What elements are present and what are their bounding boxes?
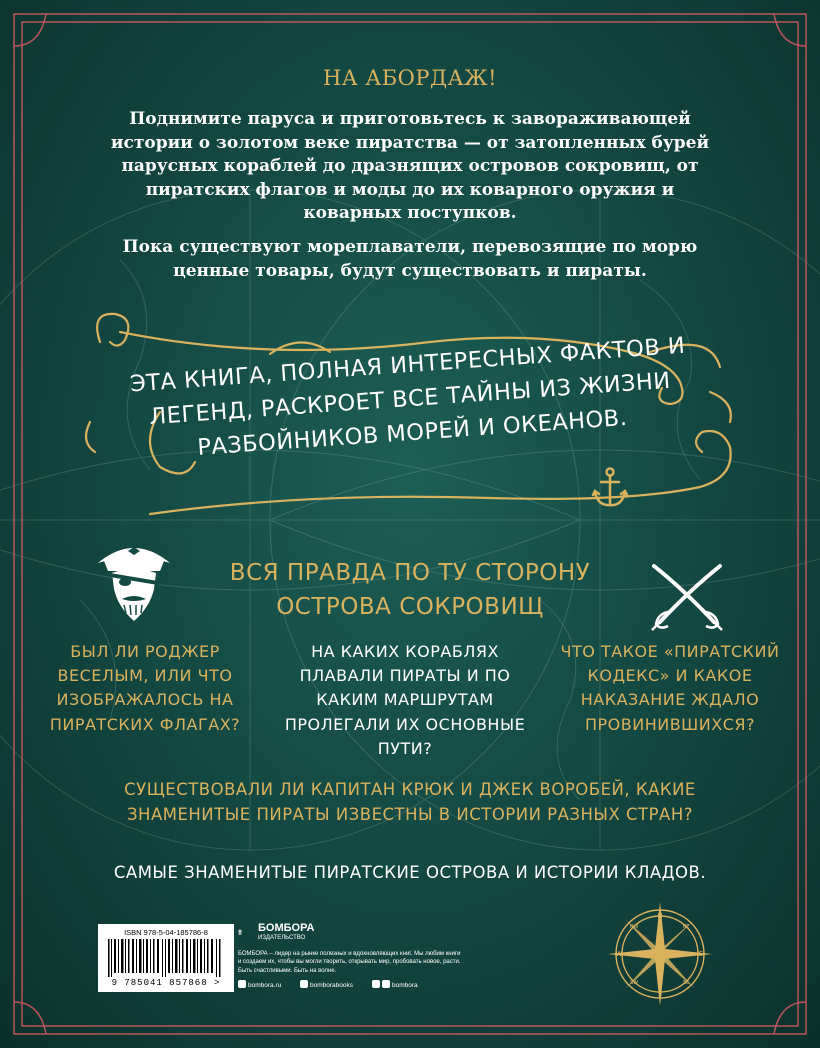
social-site[interactable] [238, 980, 281, 989]
barcode-box [98, 924, 234, 992]
intro-paragraph: Поднимите паруса и приготовьтесь к завораживающей истории о золотом веке пиратства — от затопленных бурей парусных кораблей до дразнящих островов сокровищ, от пиратских флагов и моды до их коварного оружия и коварных поступков. [110, 109, 710, 223]
question-pirate-code: ЧТО ТАКОЕ «ПИРАТСКИЙ КОДЕКС» И КАКОЕ НАКАЗАНИЕ ЖДАЛО ПРОВИНИВШИХСЯ? [560, 642, 780, 734]
crossed-sabres-icon [644, 560, 730, 634]
globe-icon [238, 980, 246, 988]
publisher-sub: ИЗДАТЕЛЬСТВО [258, 935, 306, 941]
title: НА АБОРДАЖ! [322, 66, 498, 90]
social-youtube[interactable] [372, 980, 418, 989]
question-jolly-roger: БЫЛ ЛИ РОДЖЕР ВЕСЕЛЫМ, ИЛИ ЧТО ИЗОБРАЖАЛОСЬ НА ПИРАТСКИХ ФЛАГАХ? [49, 642, 241, 734]
famous-islands-text: САМЫЕ ЗНАМЕНИТЫЕ ПИРАТСКИЕ ОСТРОВА И ИСТОРИИ КЛАДОВ. [113, 863, 707, 882]
bombora-logo-icon [238, 920, 258, 944]
compass-se: SE [682, 980, 690, 986]
tagline: ЭТА КНИГА, ПОЛНАЯ ИНТЕРЕСНЫХ ФАКТОВ И ЛЕГЕНД, РАСКРОЕТ ВСЕ ТАЙНЫ ИЗ ЖИЗНИ РАЗБОЙНИКОВ МОРЕЙ И ОКЕАНОВ. [129, 332, 687, 461]
question-famous-pirates: СУЩЕСТВОВАЛИ ЛИ КАПИТАН КРЮК И ДЖЕК ВОРОБЕЙ, КАКИЕ ЗНАМЕНИТЫЕ ПИРАТЫ ИЗВЕСТНЫ В ИСТОРИИ РАЗНЫХ СТРАН? [124, 780, 696, 824]
vk-icon [300, 980, 308, 988]
social-site-label: bombora.ru [248, 982, 282, 989]
social-links [238, 980, 478, 992]
publisher-description: БОМБОРА – лидер на рынке полезных и вдохновляющих книг. Мы любим книги и создаем их, чтобы вы могли творить, открывать мир, пробовать новое, расти. Быть счастливыми. Быть на волне. [238, 951, 461, 974]
social-youtube-label: bombora [392, 982, 418, 989]
social-vk[interactable] [300, 980, 353, 989]
telegram-icon [382, 980, 390, 988]
compass-n: N [657, 912, 663, 920]
publisher-name: БОМБОРА [258, 922, 315, 934]
question-ships-routes: НА КАКИХ КОРАБЛЯХ ПЛАВАЛИ ПИРАТЫ И ПО КАКИМ МАРШРУТАМ ПРОЛЕГАЛИ ИХ ОСНОВНЫЕ ПУТИ? [284, 642, 526, 758]
compass-w: W [615, 950, 623, 958]
anchor-icon [590, 466, 630, 510]
barcode-bars [106, 939, 226, 977]
compass-e: E [698, 950, 704, 958]
youtube-icon [372, 980, 380, 988]
compass-rose-icon [602, 896, 718, 1012]
social-vk-label: bomborabooks [310, 982, 353, 989]
compass-nw: NW [629, 924, 639, 930]
intro-paragraph-2: Пока существуют мореплаватели, перевозящие по морю ценные товары, будут существовать и пираты. [122, 237, 698, 281]
compass-sw: SW [629, 980, 639, 986]
isbn-text: ISBN 978-5-04-185786-8 [124, 928, 208, 937]
barcode-digits: 9 785041 857868 > [111, 978, 221, 988]
pirate-captain-icon [92, 537, 176, 627]
section-heading: ВСЯ ПРАВДА ПО ТУ СТОРОНУ ОСТРОВА СОКРОВИЩ [229, 560, 591, 620]
compass-ne: NE [682, 924, 690, 930]
compass-s: S [657, 990, 663, 998]
